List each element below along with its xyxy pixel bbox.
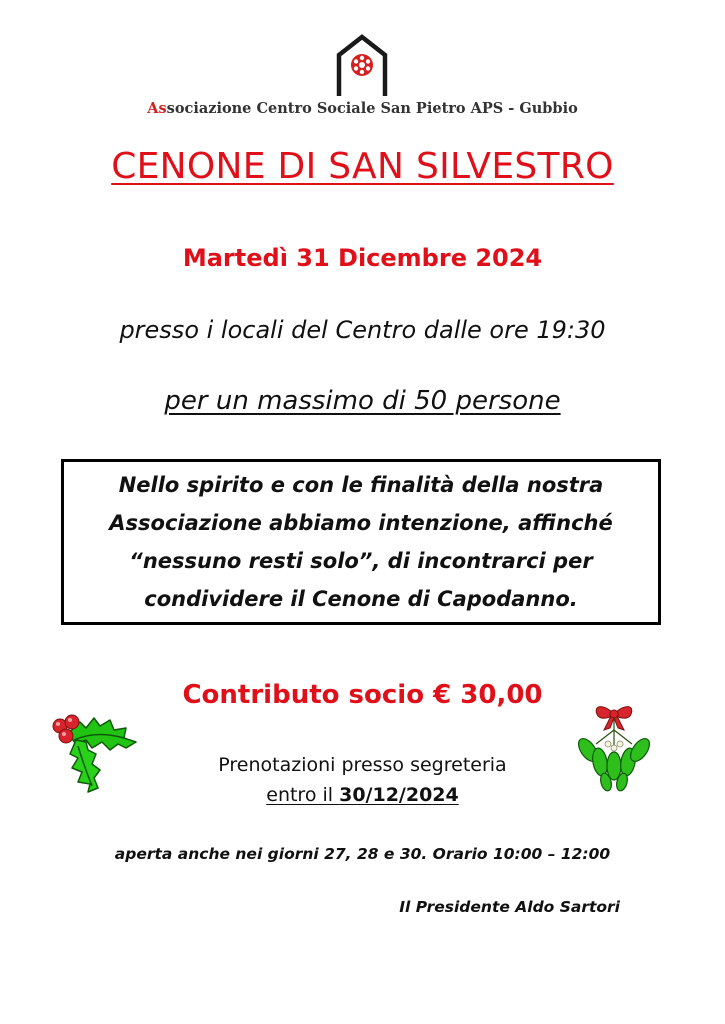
booking-deadline xyxy=(0,784,725,806)
organization-name xyxy=(0,100,725,117)
event-title xyxy=(0,146,725,187)
event-date: Martedì 31 Dicembre 2024 xyxy=(182,244,543,272)
house-rose-logo-icon xyxy=(336,34,388,98)
message-box xyxy=(61,459,661,625)
booking-info: Prenotazioni presso segreteria xyxy=(218,754,507,776)
message-line: “nessuno resti solo”, di incontrarci per xyxy=(129,549,593,573)
message-line: Nello spirito e con le finalità della nostra xyxy=(118,473,604,497)
organization-name-accent: As xyxy=(147,100,167,117)
office-hours: aperta anche nei giorni 27, 28 e 30. Orario 10:00 – 12:00 xyxy=(114,845,611,863)
event-capacity-text: per un massimo di 50 persone xyxy=(164,386,561,416)
organization-name-rest: sociazione Centro Sociale San Pietro APS - Gubbio xyxy=(166,100,578,117)
booking-deadline-date: 30/12/2024 xyxy=(339,784,459,806)
message-line: condividere il Cenone di Capodanno. xyxy=(144,587,578,611)
message-line: Associazione abbiamo intenzione, affinché xyxy=(109,511,613,535)
booking-deadline-prefix: entro il xyxy=(266,784,340,806)
event-venue: presso i locali del Centro dalle ore 19:30 xyxy=(119,316,606,344)
event-title-text: CENONE DI SAN SILVESTRO xyxy=(111,146,614,187)
president-signature: Il Presidente Aldo Sartori xyxy=(399,898,620,916)
mistletoe-icon xyxy=(572,700,656,792)
event-capacity xyxy=(0,386,725,416)
holly-icon xyxy=(46,700,142,796)
member-contribution: Contributo socio € 30,00 xyxy=(182,680,543,710)
